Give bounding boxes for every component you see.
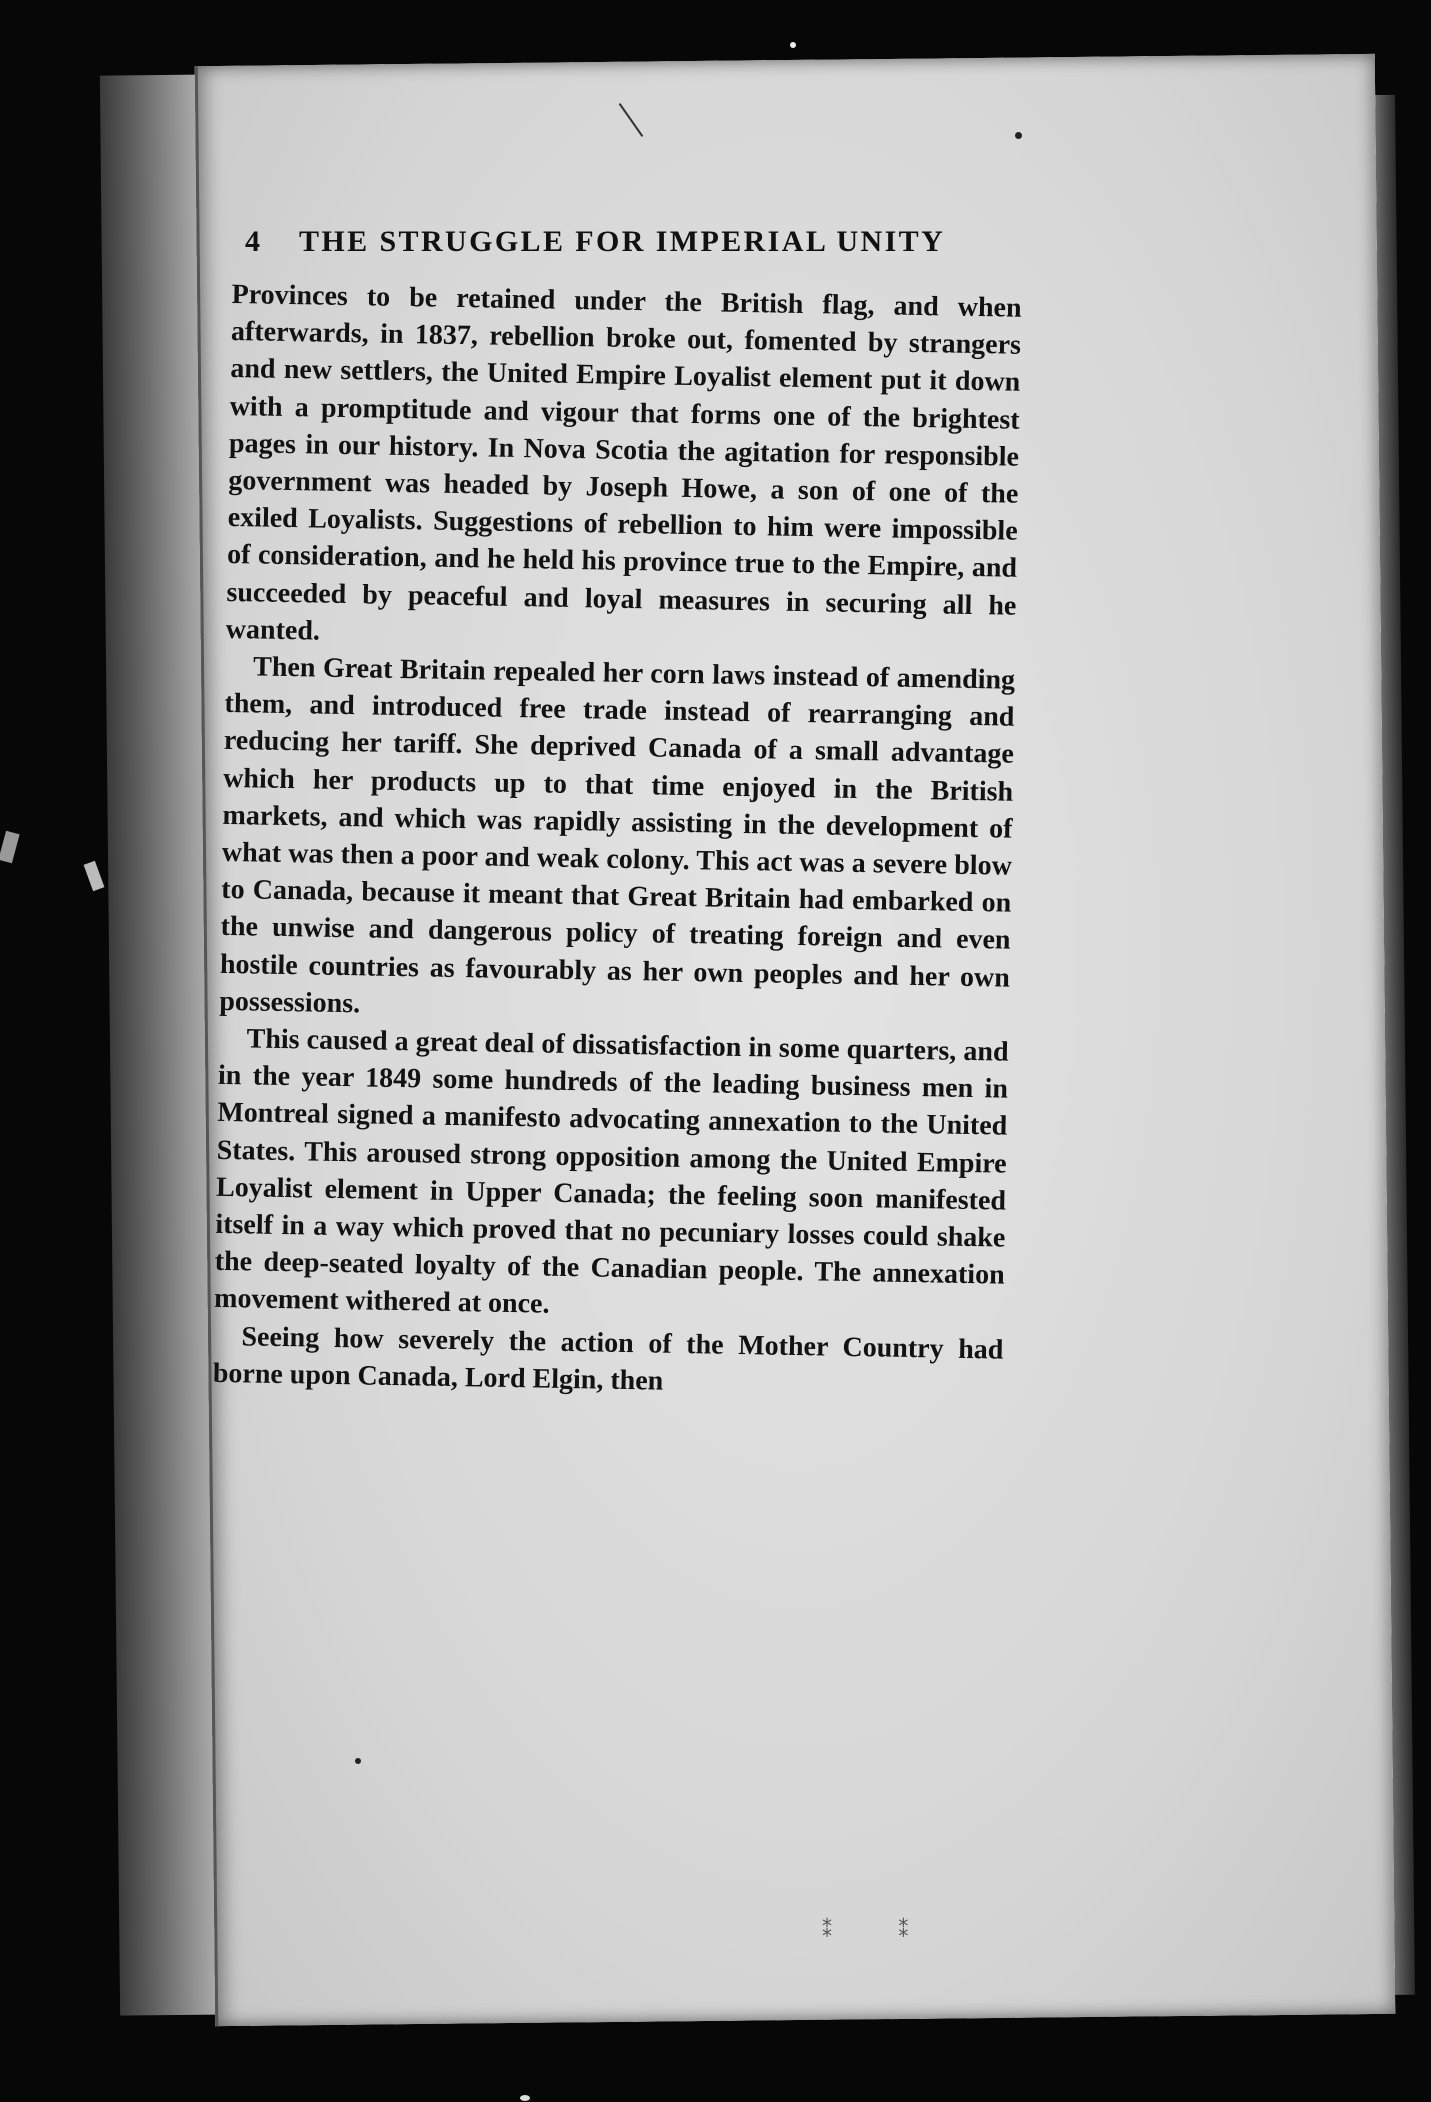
- footer-marks: ⁑ ⁑: [822, 1918, 939, 1942]
- running-title: THE STRUGGLE FOR IMPERIAL UNITY: [299, 225, 946, 258]
- page-number: 4: [245, 225, 260, 258]
- paragraph: Provinces to be retained under the British flag, and when afterwards, in 1837, rebellion broke out, fomented by strangers and new settlers, the United Empire Loyalist element put it down with a promptitude and vigour that forms one of the brightest pages in our history. In Nova Scotia the agitation for responsible government was headed by Joseph Howe, a son of one of the exiled Loyalists. Suggestions of rebellion to him were impossible of consideration, and he held his province true to the Empire, and succeeded by peaceful and loyal measures in securing all he wanted.: [225, 278, 1022, 647]
- paragraph: Then Great Britain repealed her corn laws instead of amending them, and introduced free trade instead of rearranging and reducing her tariff. She deprived Canada of a small advantage which her products up to that time enjoyed in the British markets, and which was rapidly assisting in the development of what was then a poor and weak colony. This act was a severe blow to Canada, because it meant that Great Britain had embarked on the unwise and dangerous policy of treating foreign and even hostile countries as favourably as her own peoples and her own possessions.: [219, 651, 1016, 1020]
- scan-mark: [84, 861, 105, 891]
- scan-mark: [0, 831, 20, 864]
- scan-speck: [1015, 132, 1022, 139]
- scan-speck: [520, 2095, 530, 2101]
- scan-speck: [790, 42, 796, 48]
- running-head: [245, 225, 1005, 259]
- paragraph: Seeing how severely the action of the Mother Country had borne upon Canada, Lord Elgin, then: [212, 1321, 1004, 1397]
- body-text: [213, 276, 1022, 1406]
- scan-speck: [355, 1758, 361, 1764]
- paragraph: This caused a great deal of dissatisfaction in some quarters, and in the year 1849 some hundreds of the leading business men in Montreal signed a manifesto advocating annexation to the United States. This aroused strong opposition among the United Empire Loyalist element in Upper Canada; the feeling soon manifested itself in a way which proved that no pecuniary losses could shake the deep-seated loyalty of the Canadian people. The annexation movement withered at once.: [213, 1023, 1009, 1321]
